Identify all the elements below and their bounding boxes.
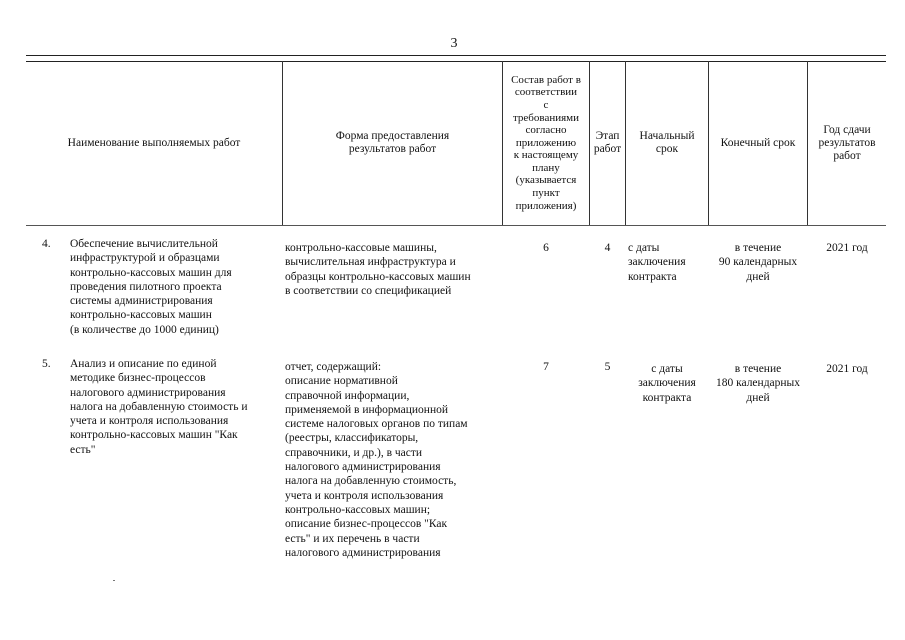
header-stage: [590, 61, 625, 225]
row-number: 4.: [42, 238, 51, 250]
row-composition: 7: [543, 361, 549, 373]
row-number: 5.: [42, 358, 51, 370]
header-stage-text: Этап работ: [593, 130, 622, 155]
row-work-name: Анализ и описание по единой методике бизнес-процессов налогового администрирования налога на добавленную стоимость и учета и контроля использования контрольно-кассовых машин "Как есть": [70, 358, 248, 456]
row-result-form: отчет, содержащий: описание нормативной справочной информации, применяемой в информационной системе налоговых органов по типам (реестры, классификаторы, справочники, и др.), в части налогового администрирования налога на добавленную стоимость, учета и контроля использования контрольно-кассовых машин; описание бизнес-процессов "Как есть" и их перечень в части налогового администрирования: [285, 361, 468, 559]
header-name: [26, 61, 282, 225]
header-name-text: Наименование выполняемых работ: [67, 136, 241, 149]
header-composition: [503, 61, 589, 225]
row-end: в течение 180 календарных дней: [715, 363, 801, 404]
row-work-name: Обеспечение вычислительной инфраструктурой и образцами контрольно-кассовых машин для проведения пилотного проекта системы администрирования контрольно-кассовых машин (в количестве до 1000 единиц): [70, 238, 232, 336]
header-start-text: Начальный срок: [639, 130, 695, 155]
row-stage: 5: [604, 361, 611, 373]
row-start: с даты заключения контракта: [638, 363, 696, 404]
row-composition: 6: [543, 242, 549, 254]
row-year: 2021 год: [826, 363, 868, 375]
row-start: с даты заключения контракта: [628, 242, 686, 283]
header-year-text: Год сдачи результатов работ: [818, 123, 876, 162]
row-stage: 4: [604, 242, 611, 254]
header-form: [283, 61, 502, 225]
header-year: [808, 61, 886, 225]
row-end: в течение 90 календарных дней: [718, 242, 798, 283]
table-top-border: [26, 55, 886, 56]
header-end-text: Конечный срок: [720, 136, 796, 149]
header-bottom-border: [26, 225, 886, 226]
row-result-form: контрольно-кассовые машины, вычислительная инфраструктура и образцы контрольно-кассовых машин в соответствии со спецификацией: [285, 242, 471, 297]
row-year: 2021 год: [826, 242, 868, 254]
header-form-text: Форма предоставления результатов работ: [335, 130, 450, 155]
page-number: 3: [450, 36, 458, 51]
header-composition-text: Состав работ в соответствии с требованиями согласно приложению к настоящему плану (указывается пункт приложения): [511, 73, 581, 212]
header-start: [626, 61, 708, 225]
scan-speck: [113, 580, 115, 581]
header-end: [709, 61, 807, 225]
